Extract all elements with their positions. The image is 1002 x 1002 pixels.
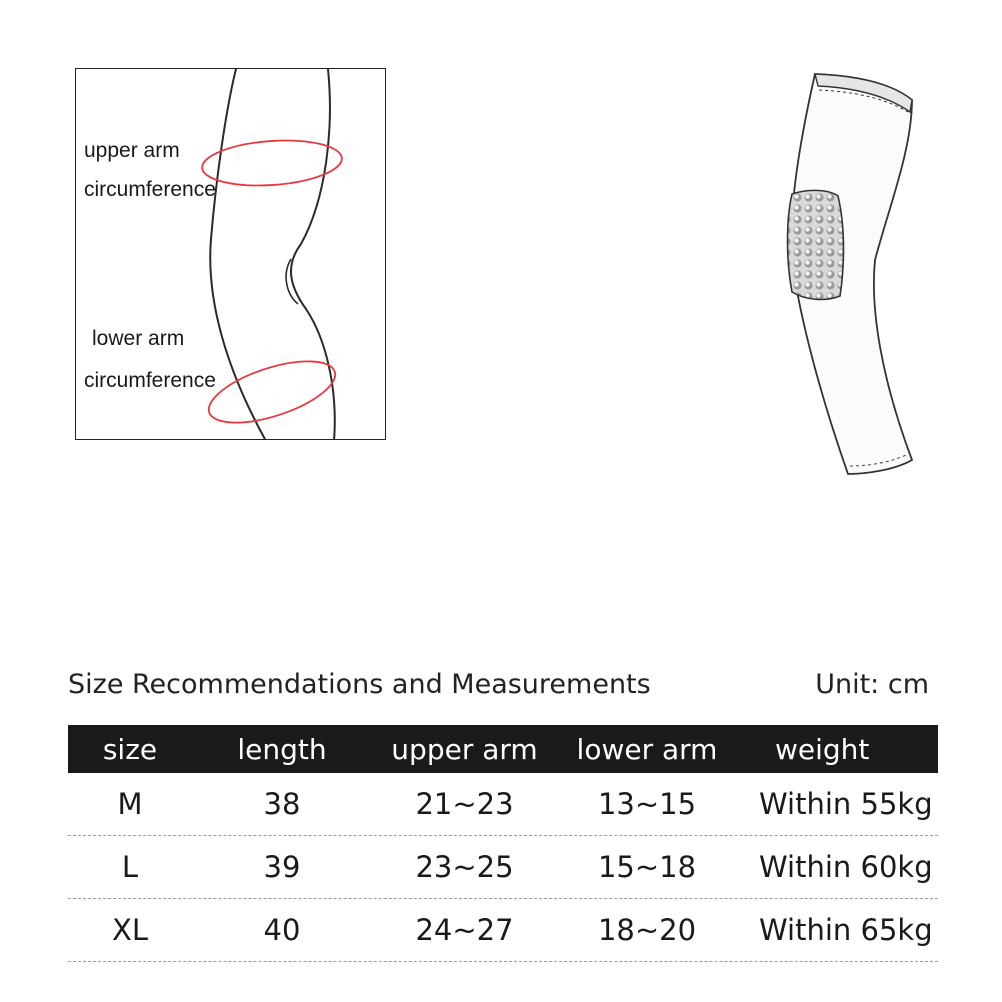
cell-length: 39 (263, 850, 301, 884)
header-size: size (102, 732, 158, 766)
header-weight: weight (775, 732, 870, 766)
lower-arm-label: lower arm (92, 327, 185, 350)
table-header-row (68, 725, 938, 773)
cell-size: L (121, 850, 139, 884)
arm-measurement-diagram (75, 68, 386, 440)
upper-arm-circumference-label: circumference (84, 178, 216, 201)
cell-size: M (117, 787, 143, 821)
cell-lower-arm: 18~20 (597, 913, 697, 947)
table-row (68, 836, 938, 899)
cell-lower-arm: 13~15 (597, 787, 697, 821)
arm-sleeve-icon (770, 60, 930, 485)
header-lower-arm: lower arm (576, 732, 718, 766)
cell-upper-arm: 21~23 (415, 787, 514, 821)
unit-label: Unit: cm (815, 669, 929, 700)
cell-weight: Within 65kg (759, 913, 933, 947)
cell-weight: Within 55kg (759, 787, 933, 821)
upper-arm-label: upper arm (84, 139, 180, 162)
table-row (68, 899, 938, 962)
cell-length: 40 (263, 913, 301, 947)
lower-arm-circumference-label: circumference (84, 369, 216, 392)
cell-length: 38 (263, 787, 301, 821)
table-row (68, 773, 938, 836)
lower-arm-ring (202, 349, 342, 435)
cell-upper-arm: 24~27 (415, 913, 514, 947)
cell-weight: Within 60kg (759, 850, 933, 884)
header-upper-arm: upper arm (391, 732, 538, 766)
size-table (68, 725, 938, 962)
cell-size: XL (111, 913, 149, 947)
header-length: length (237, 732, 327, 766)
table-title: Size Recommendations and Measurements (68, 669, 651, 700)
cell-lower-arm: 15~18 (597, 850, 697, 884)
cell-upper-arm: 23~25 (415, 850, 514, 884)
